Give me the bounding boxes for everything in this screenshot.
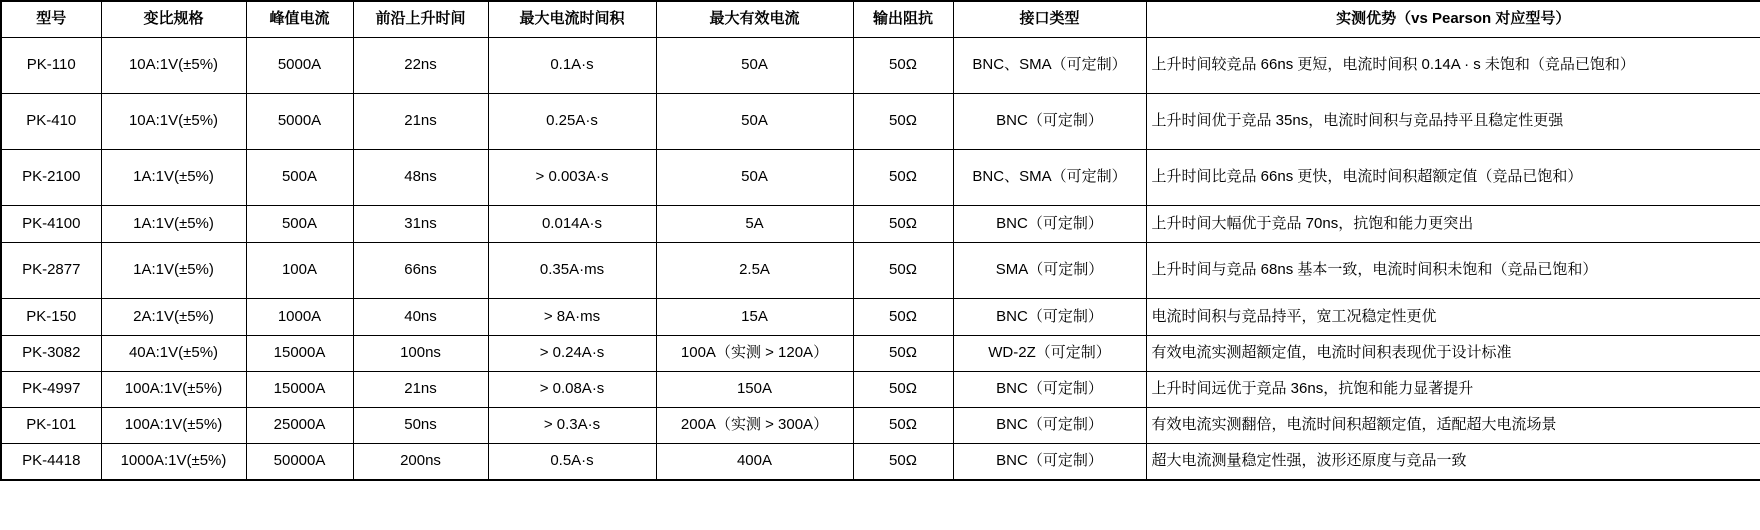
cell-model: PK-3082 [1, 336, 101, 372]
cell-output-impedance: 50Ω [853, 444, 953, 480]
cell-rise-time: 21ns [353, 372, 488, 408]
cell-max-rms-current: 150A [656, 372, 853, 408]
cell-rise-time: 21ns [353, 94, 488, 150]
cell-peak-current: 25000A [246, 408, 353, 444]
cell-max-rms-current: 50A [656, 38, 853, 94]
header-row [1, 1, 1760, 38]
cell-max-rms-current: 200A（实测 > 300A） [656, 408, 853, 444]
cell-rise-time: 66ns [353, 243, 488, 299]
cell-interface-type: BNC、SMA（可定制） [953, 150, 1146, 206]
cell-advantage: 超大电流测量稳定性强，波形还原度与竞品一致 [1146, 444, 1760, 480]
cell-current-time-product: > 0.24A·s [488, 336, 656, 372]
cell-current-time-product: > 8A·ms [488, 299, 656, 336]
cell-model: PK-4997 [1, 372, 101, 408]
cell-current-time-product: 0.25A·s [488, 94, 656, 150]
column-header-model: 型号 [1, 1, 101, 38]
cell-advantage: 上升时间优于竞品 35ns，电流时间积与竞品持平且稳定性更强 [1146, 94, 1760, 150]
column-header-output-impedance: 输出阻抗 [853, 1, 953, 38]
cell-model: PK-150 [1, 299, 101, 336]
table-row [1, 243, 1760, 299]
cell-interface-type: BNC、SMA（可定制） [953, 38, 1146, 94]
cell-output-impedance: 50Ω [853, 243, 953, 299]
cell-rise-time: 31ns [353, 206, 488, 243]
cell-model: PK-2100 [1, 150, 101, 206]
cell-max-rms-current: 15A [656, 299, 853, 336]
column-header-rise-time: 前沿上升时间 [353, 1, 488, 38]
cell-max-rms-current: 5A [656, 206, 853, 243]
column-header-ratio-spec: 变比规格 [101, 1, 246, 38]
cell-peak-current: 15000A [246, 372, 353, 408]
cell-model: PK-410 [1, 94, 101, 150]
cell-model: PK-4418 [1, 444, 101, 480]
cell-current-time-product: 0.014A·s [488, 206, 656, 243]
table-row [1, 372, 1760, 408]
cell-ratio-spec: 1A:1V(±5%) [101, 206, 246, 243]
cell-current-time-product: > 0.3A·s [488, 408, 656, 444]
cell-peak-current: 100A [246, 243, 353, 299]
cell-interface-type: BNC（可定制） [953, 408, 1146, 444]
cell-ratio-spec: 2A:1V(±5%) [101, 299, 246, 336]
cell-output-impedance: 50Ω [853, 408, 953, 444]
cell-rise-time: 100ns [353, 336, 488, 372]
cell-model: PK-110 [1, 38, 101, 94]
cell-output-impedance: 50Ω [853, 336, 953, 372]
cell-max-rms-current: 2.5A [656, 243, 853, 299]
cell-peak-current: 5000A [246, 38, 353, 94]
cell-output-impedance: 50Ω [853, 299, 953, 336]
cell-advantage: 上升时间较竞品 66ns 更短，电流时间积 0.14A · s 未饱和（竞品已饱和） [1146, 38, 1760, 94]
table-row [1, 38, 1760, 94]
column-header-advantage: 实测优势（vs Pearson 对应型号） [1146, 1, 1760, 38]
cell-advantage: 上升时间与竞品 68ns 基本一致，电流时间积未饱和（竞品已饱和） [1146, 243, 1760, 299]
cell-rise-time: 48ns [353, 150, 488, 206]
cell-current-time-product: 0.35A·ms [488, 243, 656, 299]
cell-ratio-spec: 100A:1V(±5%) [101, 408, 246, 444]
cell-current-time-product: 0.5A·s [488, 444, 656, 480]
cell-ratio-spec: 40A:1V(±5%) [101, 336, 246, 372]
cell-current-time-product: 0.1A·s [488, 38, 656, 94]
cell-max-rms-current: 50A [656, 94, 853, 150]
cell-peak-current: 50000A [246, 444, 353, 480]
cell-output-impedance: 50Ω [853, 150, 953, 206]
cell-model: PK-101 [1, 408, 101, 444]
cell-output-impedance: 50Ω [853, 206, 953, 243]
cell-current-time-product: > 0.08A·s [488, 372, 656, 408]
table-row [1, 206, 1760, 243]
cell-advantage: 有效电流实测超额定值，电流时间积表现优于设计标准 [1146, 336, 1760, 372]
cell-ratio-spec: 10A:1V(±5%) [101, 38, 246, 94]
column-header-peak-current: 峰值电流 [246, 1, 353, 38]
cell-interface-type: BNC（可定制） [953, 299, 1146, 336]
column-header-interface-type: 接口类型 [953, 1, 1146, 38]
cell-ratio-spec: 1000A:1V(±5%) [101, 444, 246, 480]
cell-output-impedance: 50Ω [853, 372, 953, 408]
cell-peak-current: 500A [246, 150, 353, 206]
cell-interface-type: BNC（可定制） [953, 206, 1146, 243]
cell-interface-type: WD-2Z（可定制） [953, 336, 1146, 372]
column-header-current-time-product: 最大电流时间积 [488, 1, 656, 38]
cell-interface-type: BNC（可定制） [953, 372, 1146, 408]
cell-ratio-spec: 10A:1V(±5%) [101, 94, 246, 150]
table-row [1, 299, 1760, 336]
cell-model: PK-4100 [1, 206, 101, 243]
cell-peak-current: 5000A [246, 94, 353, 150]
cell-advantage: 电流时间积与竞品持平，宽工况稳定性更优 [1146, 299, 1760, 336]
cell-peak-current: 15000A [246, 336, 353, 372]
cell-ratio-spec: 100A:1V(±5%) [101, 372, 246, 408]
cell-interface-type: SMA（可定制） [953, 243, 1146, 299]
cell-rise-time: 50ns [353, 408, 488, 444]
cell-rise-time: 22ns [353, 38, 488, 94]
column-header-max-rms-current: 最大有效电流 [656, 1, 853, 38]
cell-output-impedance: 50Ω [853, 94, 953, 150]
cell-advantage: 上升时间远优于竞品 36ns，抗饱和能力显著提升 [1146, 372, 1760, 408]
cell-output-impedance: 50Ω [853, 38, 953, 94]
cell-rise-time: 200ns [353, 444, 488, 480]
table-row [1, 336, 1760, 372]
cell-interface-type: BNC（可定制） [953, 94, 1146, 150]
cell-current-time-product: > 0.003A·s [488, 150, 656, 206]
cell-model: PK-2877 [1, 243, 101, 299]
cell-peak-current: 500A [246, 206, 353, 243]
cell-max-rms-current: 50A [656, 150, 853, 206]
cell-rise-time: 40ns [353, 299, 488, 336]
table-row [1, 94, 1760, 150]
table-row [1, 150, 1760, 206]
cell-max-rms-current: 400A [656, 444, 853, 480]
cell-ratio-spec: 1A:1V(±5%) [101, 150, 246, 206]
cell-advantage: 上升时间大幅优于竞品 70ns，抗饱和能力更突出 [1146, 206, 1760, 243]
cell-peak-current: 1000A [246, 299, 353, 336]
table-row [1, 444, 1760, 480]
cell-advantage: 上升时间比竞品 66ns 更快，电流时间积超额定值（竞品已饱和） [1146, 150, 1760, 206]
table-row [1, 408, 1760, 444]
cell-interface-type: BNC（可定制） [953, 444, 1146, 480]
cell-ratio-spec: 1A:1V(±5%) [101, 243, 246, 299]
cell-advantage: 有效电流实测翻倍，电流时间积超额定值，适配超大电流场景 [1146, 408, 1760, 444]
cell-max-rms-current: 100A（实测 > 120A） [656, 336, 853, 372]
